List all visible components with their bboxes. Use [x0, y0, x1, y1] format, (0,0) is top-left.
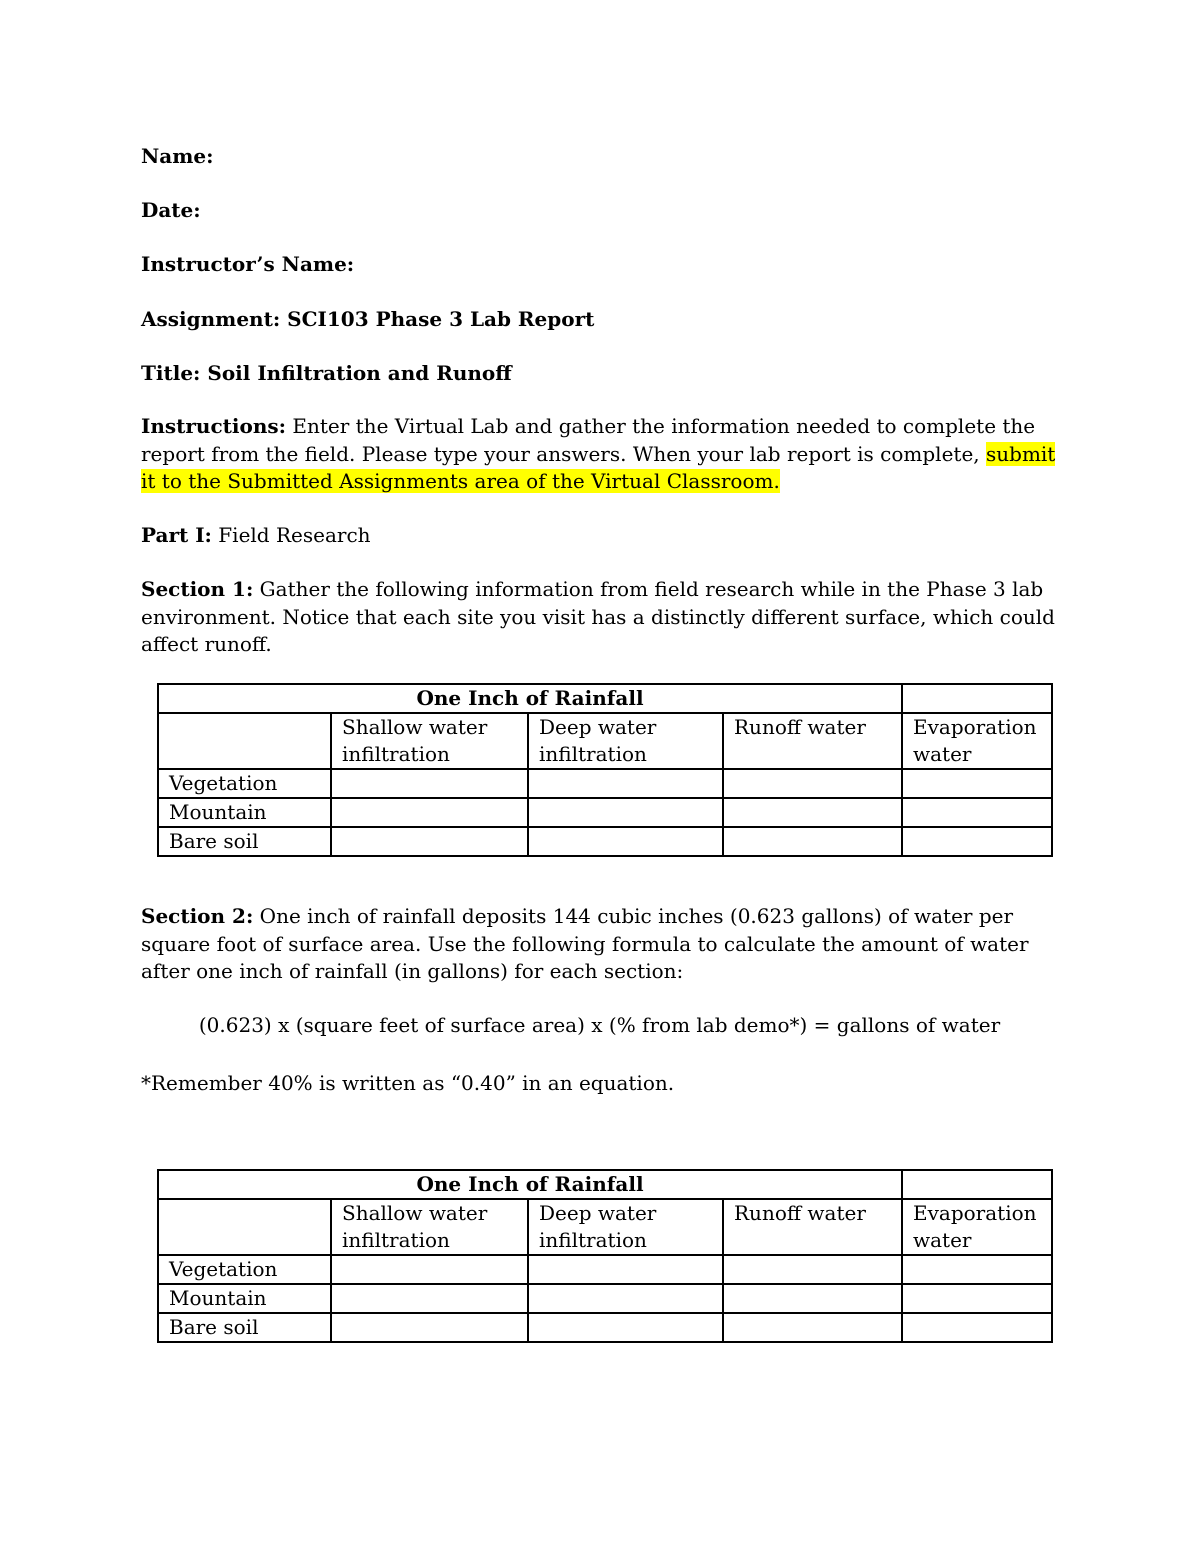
table-row [158, 827, 1052, 856]
table-cell[interactable] [528, 1313, 723, 1342]
column-header: Evaporation water [902, 713, 1052, 769]
table-cell [902, 1170, 1052, 1199]
date-label: Date: [141, 198, 201, 222]
part1-text: Field Research [211, 523, 371, 547]
instructions-label: Instructions: [141, 414, 287, 438]
row-header: Vegetation [158, 769, 331, 798]
table-cell[interactable] [331, 798, 528, 827]
table-cell[interactable] [902, 769, 1052, 798]
table-cell[interactable] [528, 827, 723, 856]
table-corner-cell [158, 1199, 331, 1255]
row-header: Vegetation [158, 1255, 331, 1284]
table-title: One Inch of Rainfall [158, 684, 902, 713]
part1-label: Part I: [141, 523, 212, 547]
section1-text: Gather the following information from field research while in the Phase 3 lab environment. Notice that each site you visit has a distinctly different surface, which could affect runoff. [141, 577, 1055, 656]
section1-label: Section 1: [141, 577, 254, 601]
table-cell[interactable] [902, 827, 1052, 856]
title-heading: Title: Soil Infiltration and Runoff [141, 361, 512, 385]
column-header: Runoff water [723, 1199, 902, 1255]
table-cell[interactable] [331, 1313, 528, 1342]
table-row [158, 1313, 1052, 1342]
table-cell[interactable] [528, 1284, 723, 1313]
table-cell[interactable] [902, 798, 1052, 827]
table-cell[interactable] [723, 769, 902, 798]
table-row [158, 1284, 1052, 1313]
table-corner-cell [158, 713, 331, 769]
section2-paragraph [141, 903, 1071, 986]
formula-line: (0.623) x (square feet of surface area) x (% from lab demo*) = gallons of water [198, 1013, 1001, 1037]
assignment-heading: Assignment: SCI103 Phase 3 Lab Report [141, 307, 595, 331]
table-cell[interactable] [723, 1313, 902, 1342]
row-header: Bare soil [158, 827, 331, 856]
row-header: Bare soil [158, 1313, 331, 1342]
table-cell[interactable] [723, 1255, 902, 1284]
table-cell[interactable] [331, 1255, 528, 1284]
column-header: Deep water infiltration [528, 713, 723, 769]
row-header: Mountain [158, 798, 331, 827]
table-row [158, 1255, 1052, 1284]
instructions-paragraph [141, 413, 1071, 496]
table-cell[interactable] [331, 1284, 528, 1313]
table-cell[interactable] [528, 769, 723, 798]
instructor-label: Instructor’s Name: [141, 252, 355, 276]
name-label: Name: [141, 144, 214, 168]
instructions-highlight: submit it to the Submitted Assignments area of the Virtual Classroom. [141, 441, 1056, 493]
column-header: Shallow water infiltration [331, 1199, 528, 1255]
rainfall-table-1 [157, 683, 1053, 857]
column-header: Shallow water infiltration [331, 713, 528, 769]
table-cell[interactable] [723, 1284, 902, 1313]
table-cell[interactable] [528, 798, 723, 827]
instructions-text: Enter the Virtual Lab and gather the information needed to complete the report from the field. Please type your answers. When your lab report is complete, [141, 414, 1036, 466]
table-cell[interactable] [331, 769, 528, 798]
table-cell[interactable] [902, 1313, 1052, 1342]
table-cell[interactable] [528, 1255, 723, 1284]
column-header: Evaporation water [902, 1199, 1052, 1255]
column-header: Deep water infiltration [528, 1199, 723, 1255]
rainfall-table-2 [157, 1169, 1053, 1343]
part1-heading [141, 522, 371, 549]
table-cell [902, 684, 1052, 713]
formula-note: *Remember 40% is written as “0.40” in an equation. [141, 1071, 675, 1095]
table-cell[interactable] [902, 1255, 1052, 1284]
table-cell[interactable] [723, 827, 902, 856]
section1-paragraph [141, 576, 1071, 659]
section2-text: One inch of rainfall deposits 144 cubic inches (0.623 gallons) of water per square foot of surface area. Use the following formula to calculate the amount of water after one inch of rainfall (in gallons) for each section: [141, 904, 1029, 983]
table-title: One Inch of Rainfall [158, 1170, 902, 1199]
section2-label: Section 2: [141, 904, 254, 928]
table-row [158, 769, 1052, 798]
table-cell[interactable] [723, 798, 902, 827]
column-header: Runoff water [723, 713, 902, 769]
table-cell[interactable] [902, 1284, 1052, 1313]
row-header: Mountain [158, 1284, 331, 1313]
table-cell[interactable] [331, 827, 528, 856]
table-row [158, 798, 1052, 827]
